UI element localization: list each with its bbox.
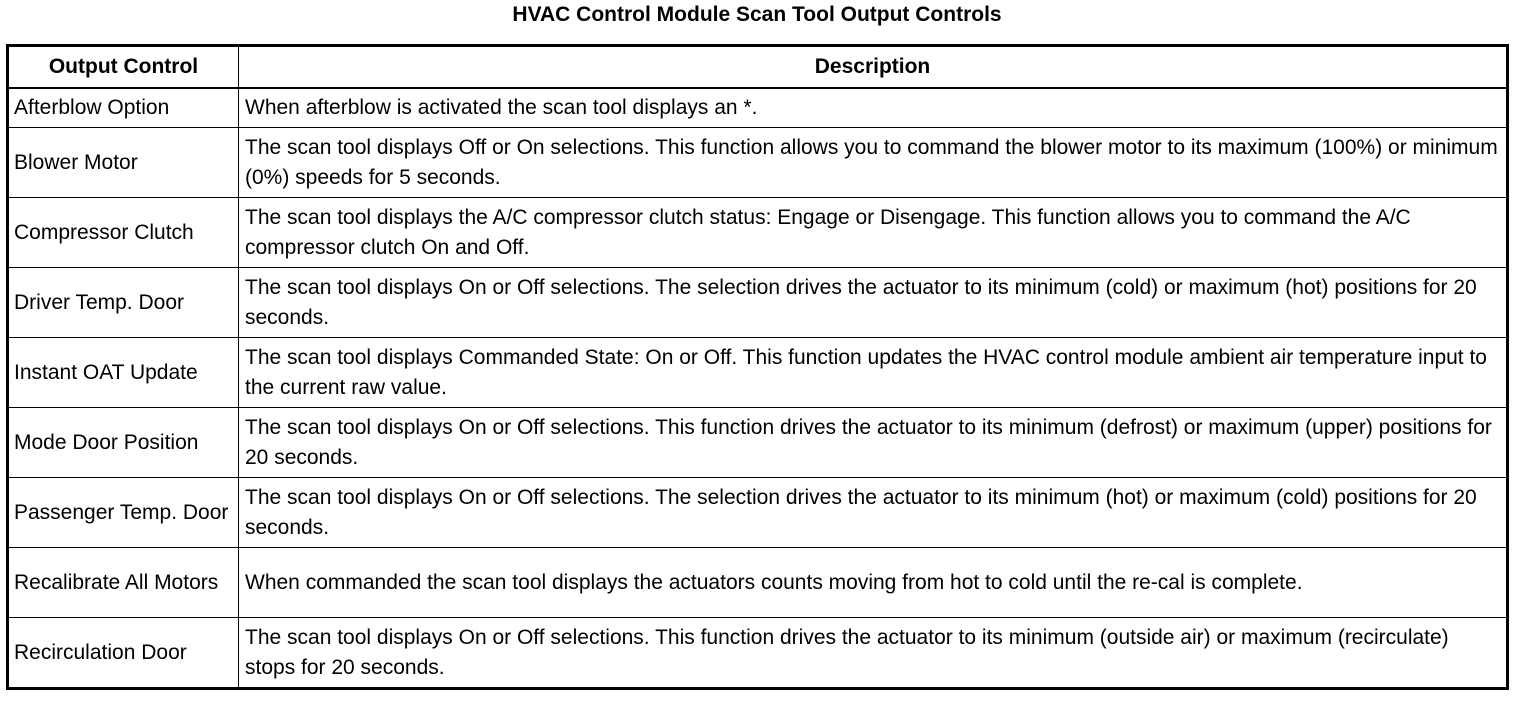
output-control-cell: Mode Door Position	[8, 408, 239, 478]
description-cell: The scan tool displays On or Off selections. This function drives the actuator to its minimum (outside air) or maximum (recirculate) stops for 20 seconds.	[239, 618, 1508, 689]
table-row	[8, 548, 1508, 618]
table-row	[8, 128, 1508, 198]
description-cell: The scan tool displays On or Off selections. The selection drives the actuator to its minimum (cold) or maximum (hot) positions for 20 seconds.	[239, 268, 1508, 338]
description-cell: When commanded the scan tool displays the actuators counts moving from hot to cold until the re-cal is complete.	[239, 548, 1508, 618]
page-title: HVAC Control Module Scan Tool Output Controls	[512, 3, 1002, 26]
output-control-cell: Compressor Clutch	[8, 198, 239, 268]
description-cell: The scan tool displays Commanded State: On or Off. This function updates the HVAC control module ambient air temperature input to the current raw value.	[239, 338, 1508, 408]
description-cell: The scan tool displays On or Off selections. The selection drives the actuator to its minimum (hot) or maximum (cold) positions for 20 seconds.	[239, 478, 1508, 548]
column-header-description: Description	[239, 46, 1508, 89]
table-row	[8, 618, 1508, 689]
table-row	[8, 198, 1508, 268]
table-row	[8, 478, 1508, 548]
column-header-output-control: Output Control	[8, 46, 239, 89]
output-control-cell: Passenger Temp. Door	[8, 478, 239, 548]
description-cell: When afterblow is activated the scan tool displays an *.	[239, 88, 1508, 128]
table-row	[8, 268, 1508, 338]
table-row	[8, 338, 1508, 408]
output-control-cell: Blower Motor	[8, 128, 239, 198]
description-cell: The scan tool displays Off or On selections. This function allows you to command the blower motor to its maximum (100%) or minimum (0%) speeds for 5 seconds.	[239, 128, 1508, 198]
description-cell: The scan tool displays the A/C compressor clutch status: Engage or Disengage. This function allows you to command the A/C compressor clutch On and Off.	[239, 198, 1508, 268]
table-header-row	[8, 46, 1508, 89]
output-controls-table	[6, 44, 1509, 690]
table-row	[8, 88, 1508, 128]
output-control-cell: Instant OAT Update	[8, 338, 239, 408]
description-cell: The scan tool displays On or Off selections. This function drives the actuator to its minimum (defrost) or maximum (upper) positions for 20 seconds.	[239, 408, 1508, 478]
output-control-cell: Afterblow Option	[8, 88, 239, 128]
output-control-cell: Recalibrate All Motors	[8, 548, 239, 618]
output-control-cell: Recirculation Door	[8, 618, 239, 689]
table-row	[8, 408, 1508, 478]
output-control-cell: Driver Temp. Door	[8, 268, 239, 338]
